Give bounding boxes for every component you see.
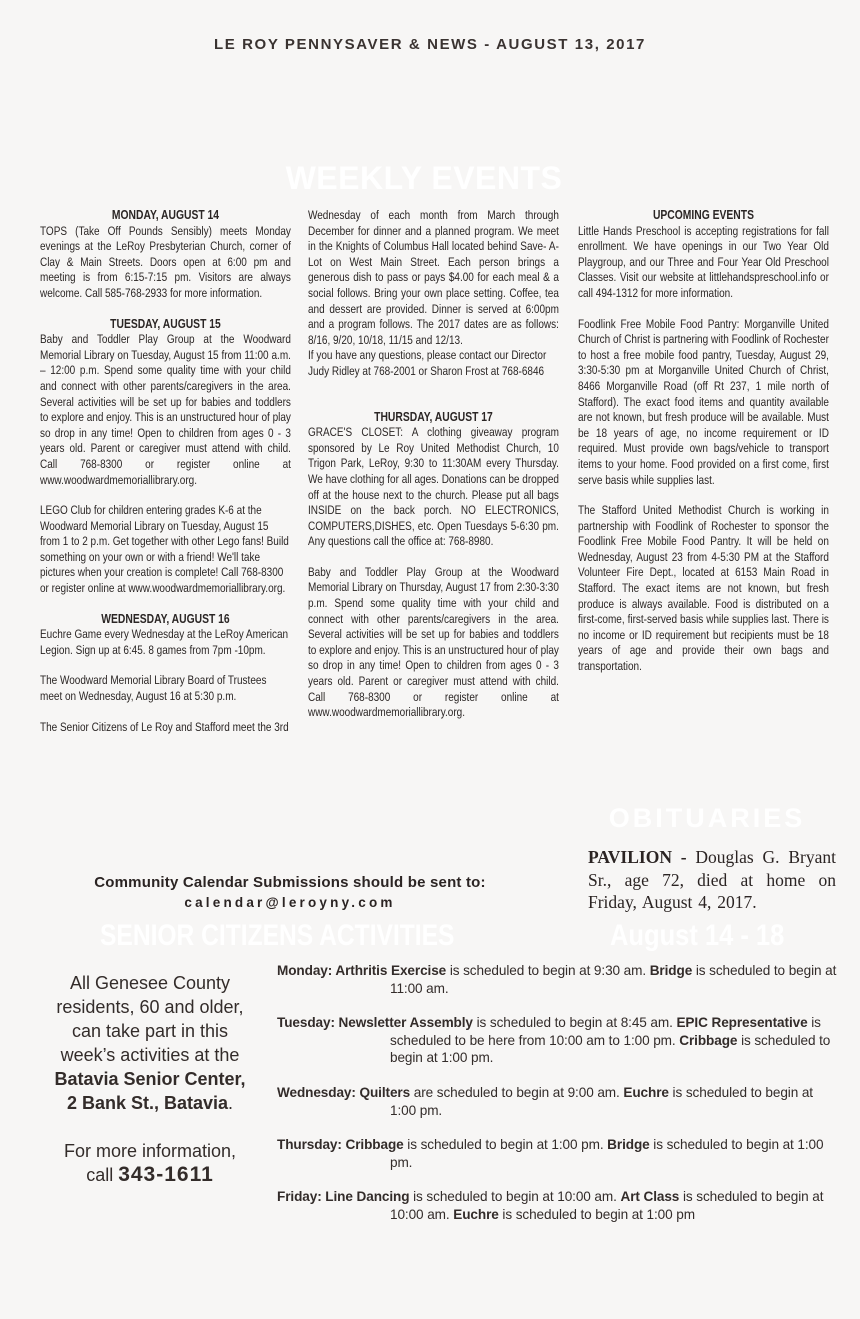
bold-text: Batavia Senior Center, xyxy=(54,1069,246,1089)
schedule-row-wednesday xyxy=(277,1084,837,1119)
text: is scheduled to begin at 9:30 am. xyxy=(446,963,650,978)
text: is scheduled to begin at 1:00 pm. xyxy=(390,1084,813,1118)
bold-text: Bridge xyxy=(649,963,693,978)
schedule-row-friday xyxy=(277,1188,837,1223)
senior-activities-date-range: August 14 - 18 xyxy=(610,919,785,952)
paragraph-spacer xyxy=(40,488,291,503)
text: can take part in this xyxy=(71,1021,229,1041)
weekly-events-column-2 xyxy=(308,208,559,721)
event-paragraph: Baby and Toddler Play Group at the Woodward Memorial Library on Tuesday, August 15 from 11:00 a.m. – 12:00 p.m. Spend some quality time with your child and connect with other parents/caregivers in the area. Several activities will be set up for babies and toddlers to explore and enjoy. This is an unstructured hour of play so drop in any time! Open to children from ages 0 - 3 years old. Parent or caregiver must attend with child. Call 768-8300 or register online at www.woodwardmemoriallibrary.org. xyxy=(40,332,291,487)
schedule-row-thursday xyxy=(277,1136,837,1171)
bold-text: EPIC Representative xyxy=(676,1015,808,1031)
schedule-row-monday xyxy=(277,962,837,997)
bold-text: 2 Bank St., Batavia xyxy=(66,1093,229,1113)
event-paragraph: Baby and Toddler Play Group at the Woodward Memorial Library on Thursday, August 17 from 2:30-3:30 p.m. Spend some quality time with your child and connect with other parents/caregivers in the area. Several activities will be set up for babies and toddlers to explore and enjoy. This is an unstructured hour of play so drop in any time! Open to children from ages 0 - 3 years old. Parent or caregiver must attend with child. Call 768-8300 or register online at www.woodwardmemoriallibrary.org. xyxy=(308,564,559,720)
bold-text: Wednesday: Quilters xyxy=(277,1084,411,1100)
paragraph-spacer xyxy=(308,395,559,410)
text: is scheduled to begin at 1:00 pm xyxy=(498,1206,695,1222)
text: call xyxy=(86,1165,119,1185)
event-paragraph: The Stafford United Methodist Church is working in partnership with Foodlink of Rochester to sponsor the Foodlink Free Mobile Food Pantry. It will be held on Wednesday, August 23 from 4-5:30 PM at the Stafford Volunteer Fire Dept., located at 6153 Main Road in Stafford. The exact items are not known, but fresh produce is always available. Food is distributed on a first-come, first-served basis while supplies last. There is no income or ID requirement but recipients must be 18 years of age and provide their own bags and transportation. xyxy=(578,503,829,674)
info-line xyxy=(28,1067,272,1091)
text: are scheduled to begin at 9:00 am. xyxy=(410,1084,624,1100)
bold-text: Tuesday: Newsletter Assembly xyxy=(277,1015,473,1031)
text: is scheduled to begin at 10:00 am. xyxy=(409,1189,621,1205)
paragraph-spacer xyxy=(308,380,559,395)
bold-text: Euchre xyxy=(453,1206,499,1222)
senior-activities-schedule xyxy=(277,962,837,1241)
paragraph-spacer xyxy=(308,550,559,565)
text: All Genesee County xyxy=(69,973,231,993)
text: is scheduled to begin at 1:00 pm. xyxy=(390,1032,831,1066)
event-paragraph: Foodlink Free Mobile Food Pantry: Morganville United Church of Christ is partnering with Foodlink of Rochester to host a free mobile food pantry, Tuesday, August 29, 3:30-5:30 pm at Morganville United Church of Christ, 8466 Morganville Road (off Rt 237, 1 mile north of Stafford). The exact food items and quantity available are not known, but fresh produce will be available. Must be 18 years of age, no income requirement or ID required. Must provide own bags/vehicle to transport items to your home. Food provided on a first come, first serve basis while supplies last. xyxy=(578,316,829,487)
info-line xyxy=(28,1043,272,1067)
info-line xyxy=(28,1139,272,1163)
weekly-events-banner: WEEKLY EVENTS xyxy=(285,160,563,196)
info-line xyxy=(28,1091,272,1115)
bold-text: Monday: Arthritis Exercise xyxy=(277,963,447,978)
bold-text: 343-1611 xyxy=(118,1163,214,1186)
community-calendar-note xyxy=(40,874,540,910)
paragraph-spacer xyxy=(578,302,829,317)
obituaries-banner: OBITUARIES xyxy=(608,803,806,833)
info-line xyxy=(28,1163,272,1187)
weekly-events-column-1 xyxy=(40,208,291,735)
event-paragraph: Wednesday of each month from March through December for dinner and a planned program. We meet in the Knights of Columbus Hall located behind Save- A-Lot on West Main Street. Each person brings a generous dish to pass or pays $4.00 for each meal & a social follows. Bring your own place setting. Coffee, tea and dessert are provided. Dinner is served at 6:00pm and a program follows. The 2017 dates are as follows: 8/16, 9/20, 10/18, 11/15 and 12/13. xyxy=(308,208,559,347)
event-paragraph: If you have any questions, please contact our Director Judy Ridley at 768-2001 or Sharon Frost at 768-6846 xyxy=(308,348,547,378)
info-line xyxy=(28,971,272,995)
info-line xyxy=(28,1019,272,1043)
text: is scheduled to begin at 8:45 am. xyxy=(472,1015,677,1031)
event-paragraph: The Senior Citizens of Le Roy and Stafford meet the 3rd xyxy=(40,719,289,734)
text: is scheduled to begin at 11:00 am. xyxy=(390,963,837,996)
info-blank-line xyxy=(28,1115,272,1139)
paragraph-spacer xyxy=(578,488,829,503)
paragraph-spacer xyxy=(40,302,291,317)
event-paragraph: TOPS (Take Off Pounds Sensibly) meets Monday evenings at the LeRoy Presbyterian Church, corner of Clay & Main Streets. Doors open at 6:00 pm and meeting is from 6:15-7:15 pm. Visitors are always welcome. Call 585-768-2933 for more information. xyxy=(40,223,291,300)
event-paragraph: Little Hands Preschool is accepting registrations for fall enrollment. We have openings in our Two Year Old Playgroup, and our Three and Four Year Old Preschool Classes. Visit our website at littlehandspreschool.info or call 494-1312 for more information. xyxy=(578,223,829,300)
text: . xyxy=(228,1093,234,1113)
bold-text: PAVILION - xyxy=(588,847,696,867)
text: week’s activities at the xyxy=(60,1045,240,1065)
event-day-heading: MONDAY, AUGUST 14 xyxy=(111,208,220,222)
text: is scheduled to begin at 1:00 pm. xyxy=(390,1137,824,1170)
schedule-row-tuesday xyxy=(277,1014,837,1067)
paragraph-spacer xyxy=(40,658,291,673)
event-day-heading: TUESDAY, AUGUST 15 xyxy=(110,316,221,331)
senior-activities-banner: SENIOR CITIZENS ACTIVITIES xyxy=(100,919,455,952)
text: is scheduled to be here from 10:00 am to 1:00 pm. xyxy=(390,1015,821,1048)
bold-text: Friday: Line Dancing xyxy=(277,1189,410,1205)
event-paragraph: LEGO Club for children entering grades K-6 at the Woodward Memorial Library on Tuesday, August 15 from 1 to 2 p.m. Get together with other Lego fans! Build something on your own or with a friend! We'll take pictures when your creation is complete! Call 768-8300 or register online at www.woodwardmemoriallibrary.org. xyxy=(40,503,289,596)
info-line xyxy=(28,995,272,1019)
senior-center-info-box xyxy=(28,971,272,1187)
calendar-note-text: Community Calendar Submissions should be sent to: xyxy=(94,874,486,891)
bold-text: Euchre xyxy=(623,1084,669,1100)
text: residents, 60 and older, xyxy=(56,997,244,1017)
event-day-heading: UPCOMING EVENTS xyxy=(652,208,754,222)
event-paragraph: Euchre Game every Wednesday at the LeRoy American Legion. Sign up at 6:45. 8 games from 7pm -10pm. xyxy=(40,627,289,657)
event-paragraph: The Woodward Memorial Library Board of Trustees meet on Wednesday, August 16 at 5:30 p.m. xyxy=(40,673,267,704)
paragraph-spacer xyxy=(40,597,291,612)
bold-text: Cribbage xyxy=(679,1032,738,1048)
masthead-title: LE ROY PENNYSAVER & NEWS - AUGUST 13, 2017 xyxy=(213,36,646,53)
event-day-heading: THURSDAY, AUGUST 17 xyxy=(374,409,493,424)
paragraph-spacer xyxy=(40,705,291,720)
event-day-heading: WEDNESDAY, AUGUST 16 xyxy=(101,611,230,626)
text: Douglas G. Bryant Sr., age 72, died at home on Friday, August 4, 2017. xyxy=(588,847,836,912)
bold-text: Thursday: Cribbage xyxy=(277,1137,404,1153)
bold-text: Bridge xyxy=(607,1137,650,1153)
text: For more information, xyxy=(63,1141,237,1161)
bold-text: Art Class xyxy=(620,1189,680,1205)
text: is scheduled to begin at 1:00 pm. xyxy=(403,1137,608,1153)
weekly-events-column-3 xyxy=(578,208,829,675)
obituary-entry xyxy=(588,846,836,914)
calendar-email: calendar@leroyny.com xyxy=(184,895,396,910)
text: is scheduled to begin at 10:00 am. xyxy=(390,1189,824,1222)
event-paragraph: GRACE'S CLOSET: A clothing giveaway program sponsored by Le Roy United Methodist Church, 10 Trigon Park, LeRoy, 9:30 to 11:30AM every Thursday. We have clothing for all ages. Donations can be dropped off at the house next to the church. Please put all bags INSIDE on the back porch. NO ELECTRONICS, COMPUTERS,DISHES, etc. Open Tuesdays 5-6:30 pm. Any questions call the office at: 768-8980. xyxy=(308,425,559,549)
